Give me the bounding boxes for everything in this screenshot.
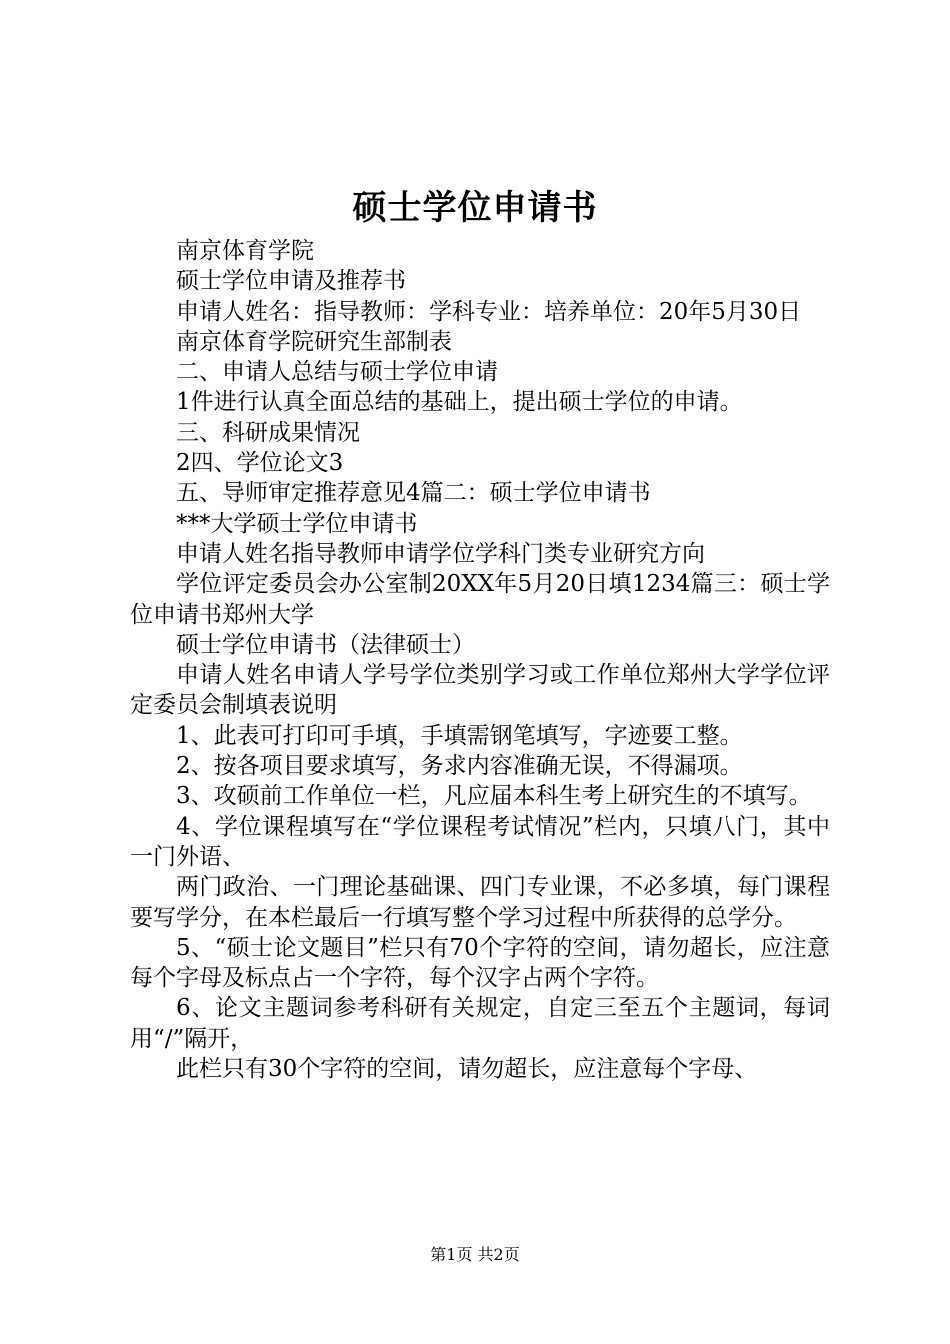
paragraph: 此栏只有30个字符的空间，请勿超长，应注意每个字母、 bbox=[176, 1056, 758, 1083]
paragraph: 申请人姓名：指导教师：学科专业：培养单位：20年5月30日 bbox=[176, 298, 802, 325]
paragraph: 硕士学位申请书（法律硕士） bbox=[176, 631, 475, 658]
paragraph: 4、学位课程填写在“学位课程考试情况”栏内，只填八门，其中一门外语、 bbox=[130, 813, 830, 870]
paragraph: 硕士学位申请及推荐书 bbox=[176, 268, 406, 295]
document-title: 硕士学位申请书 bbox=[352, 188, 598, 228]
paragraph: 五、导师审定推荐意见4篇二：硕士学位申请书 bbox=[176, 480, 651, 507]
paragraph: 南京体育学院 bbox=[176, 238, 314, 264]
paragraph: 学位评定委员会办公室制20XX年5月20日填1234篇三：硕士学位申请书郑州大学 bbox=[130, 571, 830, 628]
paragraph: 二、申请人总结与硕士学位申请 bbox=[176, 359, 498, 386]
paragraph: 1件进行认真全面总结的基础上，提出硕士学位的申请。 bbox=[176, 389, 743, 416]
paragraph: 南京体育学院研究生部制表 bbox=[176, 328, 452, 355]
document-body bbox=[130, 236, 830, 1084]
page-footer: 第1页 共2页 bbox=[430, 1245, 520, 1264]
paragraph: 申请人姓名申请人学号学位类别学习或工作单位郑州大学学位评定委员会制填表说明 bbox=[130, 662, 830, 719]
paragraph: 2四、学位论文3 bbox=[176, 450, 344, 477]
paragraph: 申请人姓名指导教师申请学位学科门类专业研究方向 bbox=[176, 540, 705, 567]
paragraph: 1、此表可打印可手填，手填需钢笔填写，字迹要工整。 bbox=[176, 722, 743, 749]
paragraph: 两门政治、一门理论基础课、四门专业课，不必多填，每门课程要写学分，在本栏最后一行填写整个学习过程中所获得的总学分。 bbox=[130, 874, 830, 931]
paragraph: 3、攻硕前工作单位一栏，凡应届本科生考上研究生的不填写。 bbox=[176, 783, 812, 810]
paragraph: ***大学硕士学位申请书 bbox=[176, 510, 418, 537]
paragraph: 6、论文主题词参考科研有关规定，自定三至五个主题词，每词用“/”隔开， bbox=[130, 995, 830, 1052]
paragraph: 5、“硕士论文题目”栏只有70个字符的空间，请勿超长，应注意每个字母及标点占一个字符，每个汉字占两个字符。 bbox=[130, 934, 830, 992]
paragraph: 2、按各项目要求填写，务求内容准确无误，不得漏项。 bbox=[176, 753, 743, 780]
paragraph: 三、科研成果情况 bbox=[176, 419, 360, 446]
